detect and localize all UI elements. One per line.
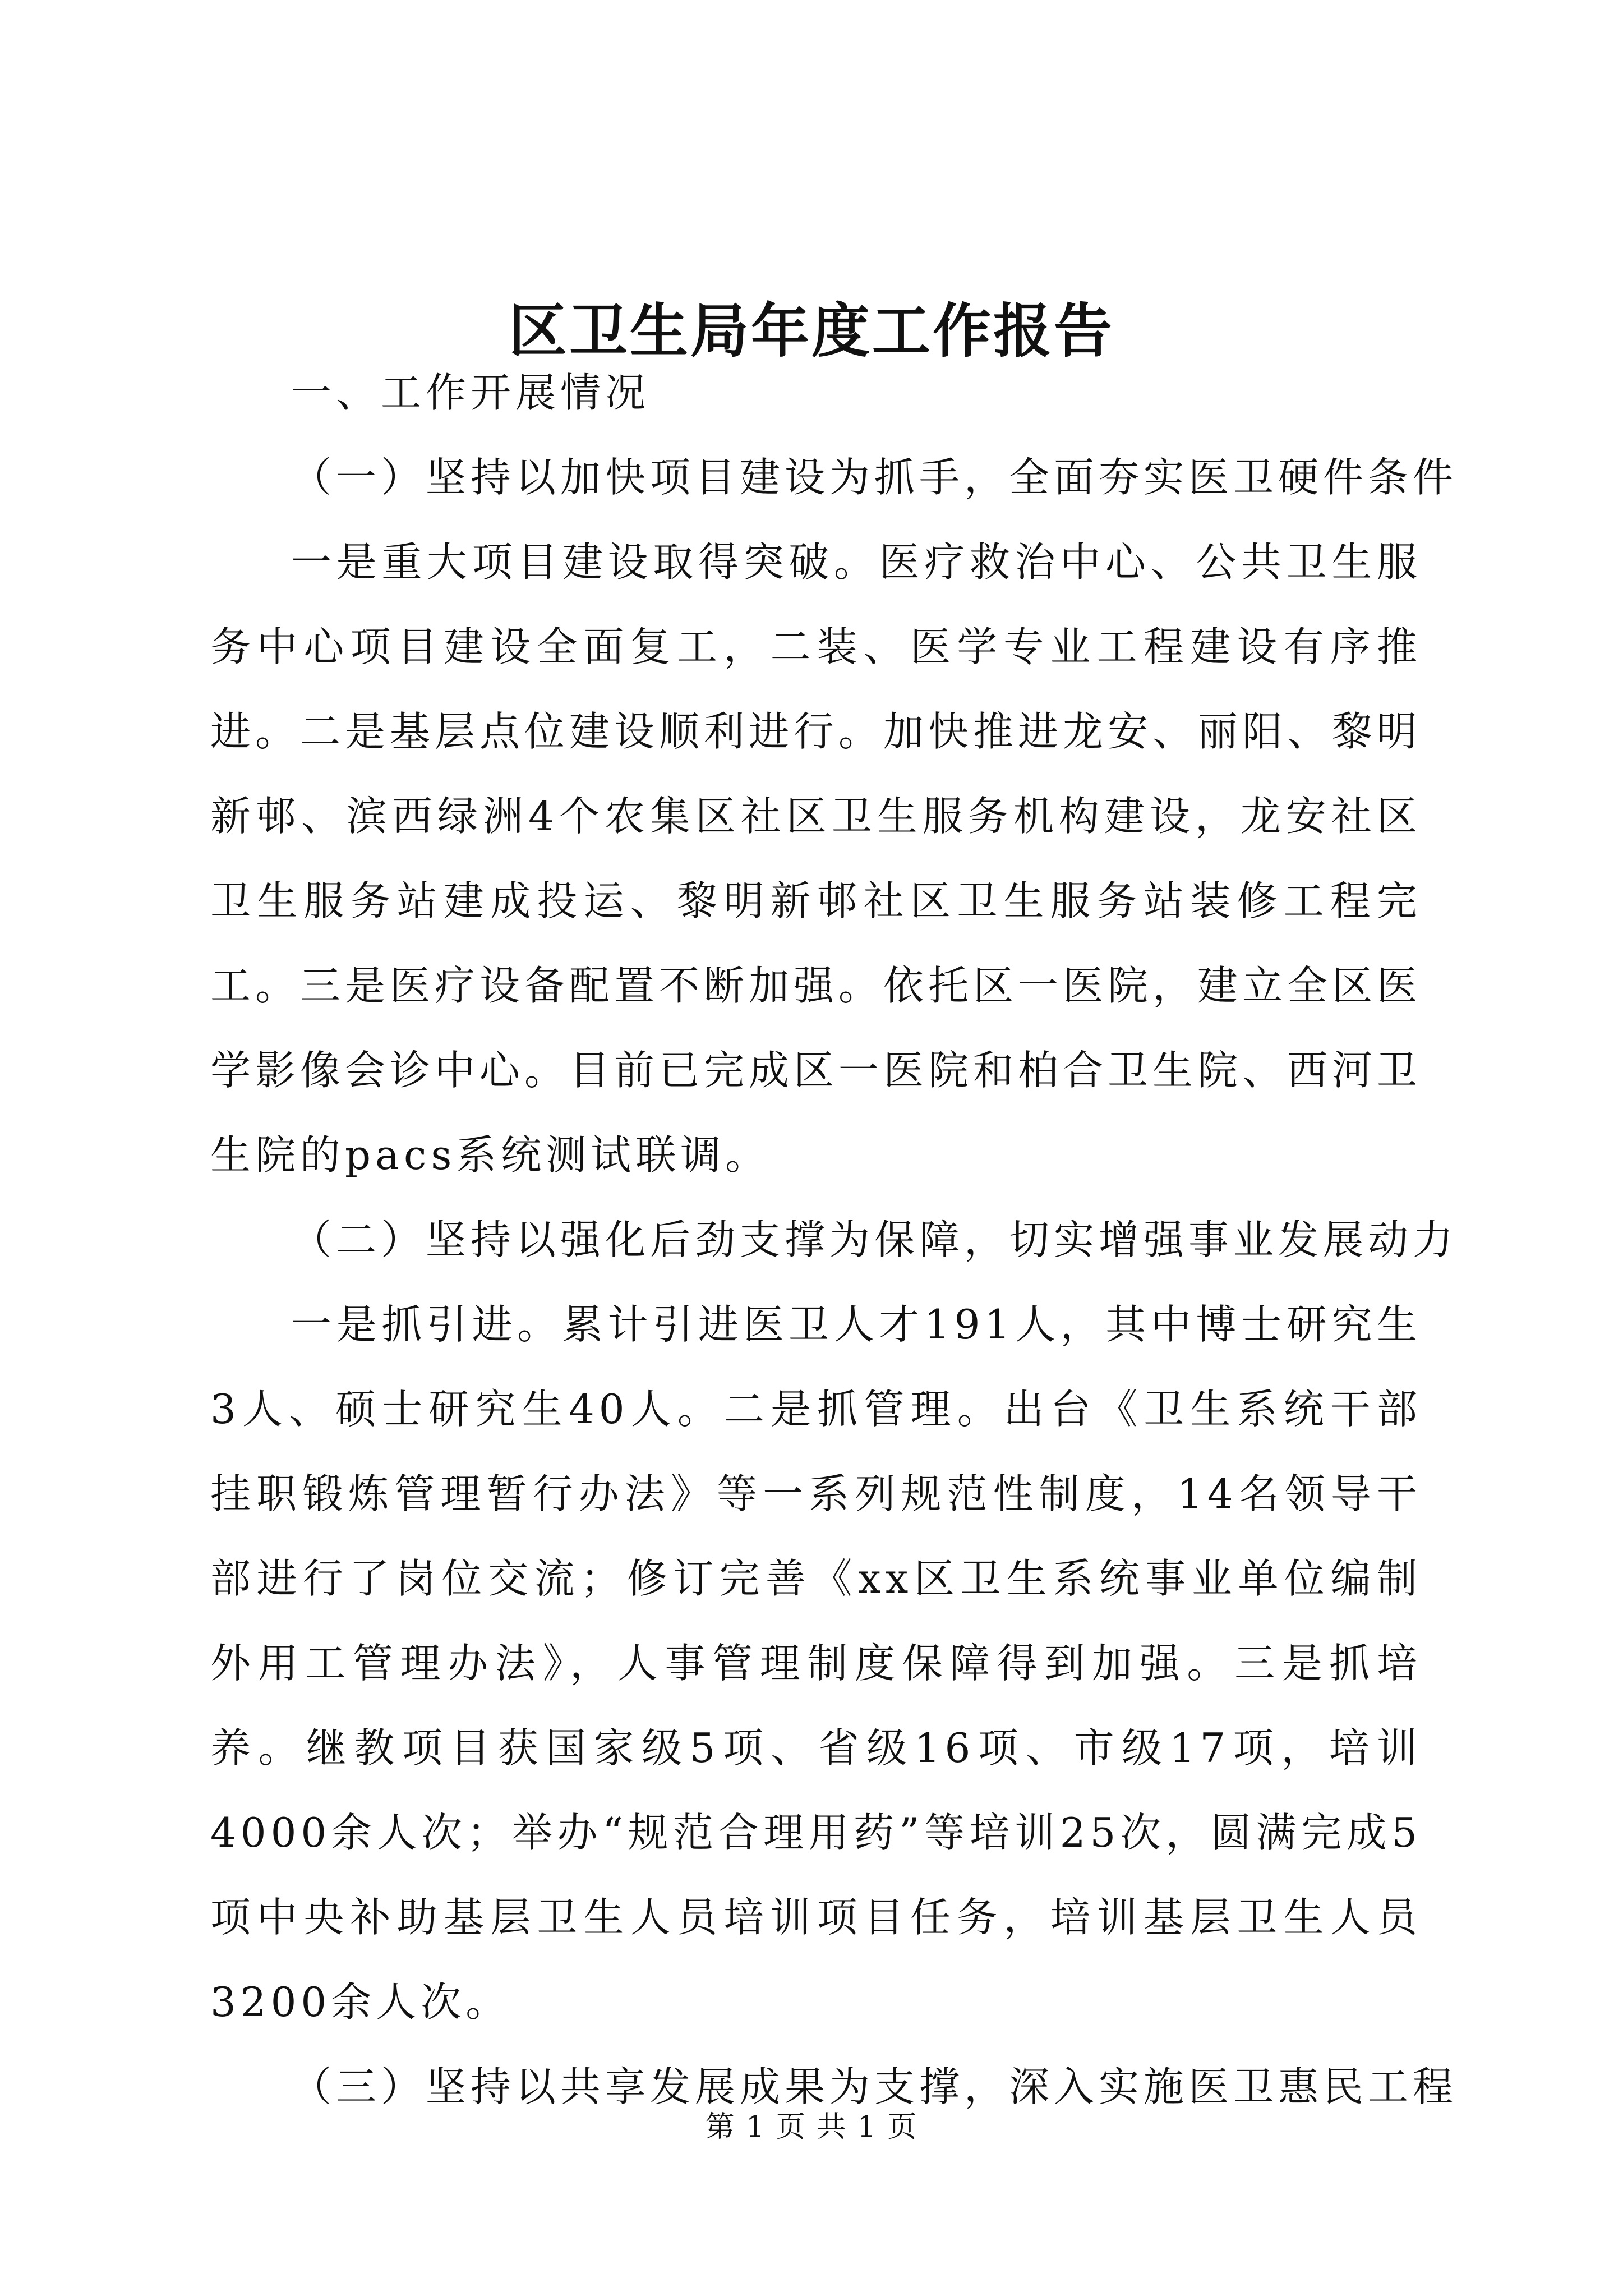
document-title: 区卫生局年度工作报告 — [508, 296, 1114, 365]
subsection-body-2: 一是抓引进。累计引进医卫人才191人，其中博士研究生3人、硕士研究生40人。二是抓管理。出台《卫生系统干部挂职锻炼管理暂行办法》等一系列规范性制度，14名领导干部进行了岗位交流；修订完善《xx区卫生系统事业单位编制外用工管理办法》，人事管理制度保障得到加强。三是抓培养。继教项目获国家级5项、省级16项、市级17项，培训4000余人次；举办“规范合理用药”等培训25次，圆满完成5项中央补助基层卫生人员培训项目任务，培训基层卫生人员3200余人次。 — [210, 1301, 1422, 2026]
subsection-body-1: 一是重大项目建设取得突破。医疗救治中心、公共卫生服务中心项目建设全面复工，二装、医学专业工程建设有序推进。二是基层点位建设顺利进行。加快推进龙安、丽阳、黎明新邨、滨西绿洲4个农集区社区卫生服务机构建设，龙安社区卫生服务站建成投运、黎明新邨社区卫生服务站装修工程完工。三是医疗设备配置不断加强。依托区一医院，建立全区医学影像会诊中心。目前已完成区一医院和柏合卫生院、西河卫生院的pacs系统测试联调。 — [210, 539, 1422, 1179]
subsection-heading-3: （三）坚持以共享发展成果为支撑，深入实施医卫惠民工程 — [291, 2063, 1458, 2110]
subsection-heading-2: （二）坚持以强化后劲支撑为保障，切实增强事业发展动力 — [291, 1216, 1458, 1263]
page-footer: 第 1 页 共 1 页 — [705, 2110, 918, 2144]
document-body — [210, 351, 1458, 2129]
section-heading: 一、工作开展情况 — [291, 369, 651, 416]
subsection-heading-1: （一）坚持以加快项目建设为抓手，全面夯实医卫硬件条件 — [291, 454, 1458, 501]
